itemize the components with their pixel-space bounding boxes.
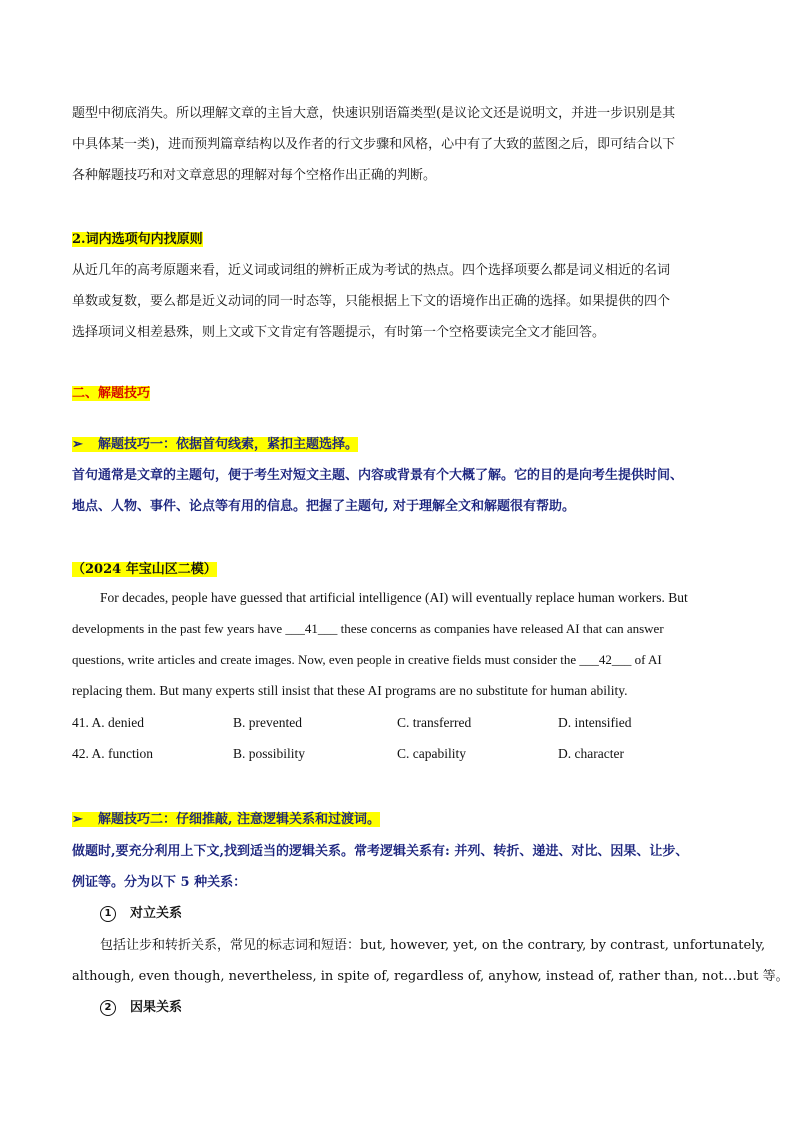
q41-option-c: C. transferred (397, 715, 472, 730)
relation-2-title: 因果关系 (130, 1000, 183, 1015)
example-line-2: developments in the past few years have ___41___ these concerns as companies have released AI that can answer (72, 621, 664, 636)
q42-option-a: 42. A. function (72, 746, 153, 761)
principle-line-2: 单数或复数，要么都是近义动词的同一时态等，只能根据上下文的语境作出正确的选择。如果提供的四个 (72, 294, 671, 309)
tip2-heading-highlight (72, 812, 380, 827)
relation-1-heading (100, 902, 182, 922)
q41-option-d: D. intensified (558, 715, 632, 730)
q42-option-b: B. possibility (233, 746, 306, 761)
q41-option-b: B. prevented (233, 715, 302, 730)
principle-line-1: 从近几年的高考原题来看，近义词或词组的辨析正成为考试的热点。四个选择项要么都是词义相近的名词 (72, 263, 671, 278)
principle-heading-text: 2.词内选项句内找原则 (72, 232, 203, 247)
q41-option-a: 41. A. denied (72, 715, 144, 730)
intro-line-1: 题型中彻底消失。所以理解文章的主旨大意，快速识别语篇类型(是议论文还是说明文，并进一步识别是其 (72, 106, 676, 121)
principle-heading (72, 228, 203, 247)
tip1-line-2: 地点、人物、事件、论点等有用的信息。把握了主题句, 对于理解全文和解题很有帮助。 (72, 499, 576, 514)
relation-1-line-2: although, even though, nevertheless, in spite of, regardless of, anyhow, instead of, rather than, not…but 等。 (72, 969, 789, 984)
example-line-1: For decades, people have guessed that artificial intelligence (AI) will eventually replace human workers. But (100, 590, 688, 605)
relation-2-heading (100, 996, 182, 1016)
tip1-heading (72, 433, 358, 452)
principle-line-3: 选择项词义相差悬殊，则上文或下文肯定有答题提示，有时第一个空格要读完全文才能回答。 (72, 325, 606, 340)
example-source (72, 558, 217, 577)
relation-1-line-1: 包括让步和转折关系，常见的标志词和短语：but, however, yet, on the contrary, by contrast, unfortunately, (100, 938, 766, 953)
tip1-heading-highlight (72, 437, 358, 452)
intro-line-3: 各种解题技巧和对文章意思的理解对每个空格作出正确的判断。 (72, 168, 437, 183)
q42-option-c: C. capability (397, 746, 466, 761)
circled-number-2-icon: 2 (100, 1000, 116, 1016)
example-source-text: （2024 年宝山区二模） (72, 562, 217, 577)
arrow-bullet-icon: ➢ (72, 812, 83, 827)
tip1-heading-text: 解题技巧一：依据首句线索，紧扣主题选择。 (98, 437, 359, 452)
tip2-line-2: 例证等。分为以下 5 种关系： (72, 875, 247, 890)
section-heading (72, 382, 150, 401)
tip2-heading (72, 808, 380, 827)
intro-line-2: 中具体某一类)，进而预判篇章结构以及作者的行文步骤和风格，心中有了大致的蓝图之后，即可结合以下 (72, 137, 676, 152)
arrow-bullet-icon: ➢ (72, 437, 83, 452)
circled-number-1-icon: 1 (100, 906, 116, 922)
section-heading-text: 二、解题技巧 (72, 386, 151, 401)
tip1-line-1: 首句通常是文章的主题句，便于考生对短文主题、内容或背景有个大概了解。它的目的是向考生提供时间、 (72, 468, 684, 483)
example-line-4: replacing them. But many experts still insist that these AI programs are no substitute for human ability. (72, 683, 628, 698)
relation-1-title: 对立关系 (130, 906, 183, 921)
example-line-3: questions, write articles and create images. Now, even people in creative fields must consider the ___42___ of AI (72, 652, 662, 667)
tip2-line-1: 做题时,要充分利用上下文,找到适当的逻辑关系。常考逻辑关系有: 并列、转折、递进、对比、因果、让步、 (72, 844, 689, 859)
q42-option-d: D. character (558, 746, 624, 761)
tip2-heading-text: 解题技巧二：仔细推敲, 注意逻辑关系和过渡词。 (98, 812, 381, 827)
